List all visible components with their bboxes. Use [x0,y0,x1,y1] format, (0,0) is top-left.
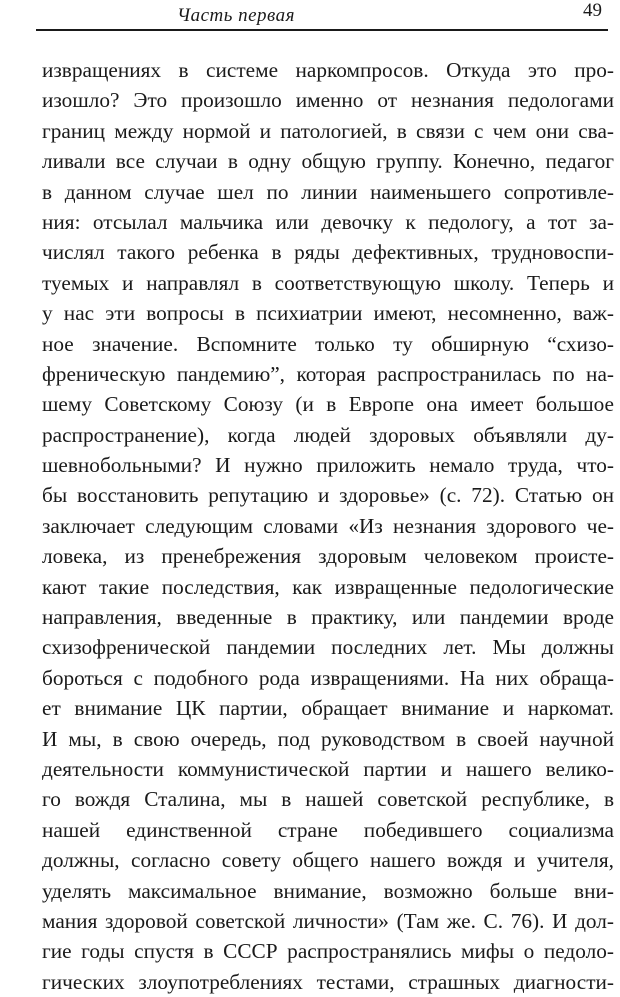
text-line: гических злоупотреблениях тестами, страшных диагности- [42,969,614,994]
text-line: кают такие последствия, как извращенные педологические [42,574,614,599]
text-line: уделять максимальное внимание, возможно больше вни- [42,878,614,903]
text-line: числял такого ребенка в ряды дефективных, трудновоспи- [42,240,614,265]
text-line: изошло? Это произошло именно от незнания педологами [42,88,614,113]
text-line: гие годы спустя в СССР распространялись мифы о педоло- [42,939,614,964]
running-head [36,0,608,30]
text-line: извращениях в системе наркомпросов. Откуда это про- [42,58,614,82]
text-line: границ между нормой и патологией, в связи с чем они сва- [42,118,614,143]
text-line: шему Советскому Союзу (и в Европе она имеет большое [42,392,614,417]
header-rule [36,29,608,31]
text-line: шевнобольными? И нужно приложить немало труда, что- [42,453,614,478]
text-line: френическую пандемию”, которая распространилась по на- [42,361,614,386]
text-line: ет внимание ЦК партии, обращает внимание и наркомат. [42,696,614,721]
text-line: И мы, в свою очередь, под руководством в своей научной [42,726,614,751]
text-line: в данном случае шел по линии наименьшего сопротивле- [42,179,614,204]
page-number: 49 [583,0,602,21]
text-line: туемых и направлял в соответствующую школу. Теперь и [42,270,614,295]
chapter-title: Часть первая [176,5,296,26]
text-line: мания здоровой советской личности» (Там же. С. 76). И дол- [42,908,614,933]
text-line: деятельности коммунистической партии и нашего велико- [42,756,614,781]
text-line: должны, согласно совету общего нашего вождя и учителя, [42,848,614,873]
text-line: ния: отсылал мальчика или девочку к педологу, а тот за- [42,209,614,234]
text-line: ловека, из пренебрежения здоровым человеком происте- [42,544,614,569]
text-line: заключает следующим словами «Из незнания здорового че- [42,513,614,538]
text-line: бороться с подобного рода извращениями. На них обраща- [42,665,614,690]
text-line: направления, введенные в практику, или пандемии вроде [42,605,614,630]
body-text [42,55,614,997]
text-line: распространение), когда людей здоровых объявляли ду- [42,422,614,447]
text-line: у нас эти вопросы в психиатрии имеют, несомненно, важ- [42,301,614,326]
text-line: нашей единственной стране победившего социализма [42,817,614,842]
text-line: бы восстановить репутацию и здоровье» (с. 72). Статью он [42,483,614,508]
text-line: го вождя Сталина, мы в нашей советской республике, в [42,787,614,812]
text-line: ливали все случаи в одну общую группу. Конечно, педагог [42,149,614,174]
text-line: ное значение. Вспомните только ту обширную “схизо- [42,331,614,356]
text-line: схизофренической пандемии последних лет. Мы должны [42,635,614,660]
